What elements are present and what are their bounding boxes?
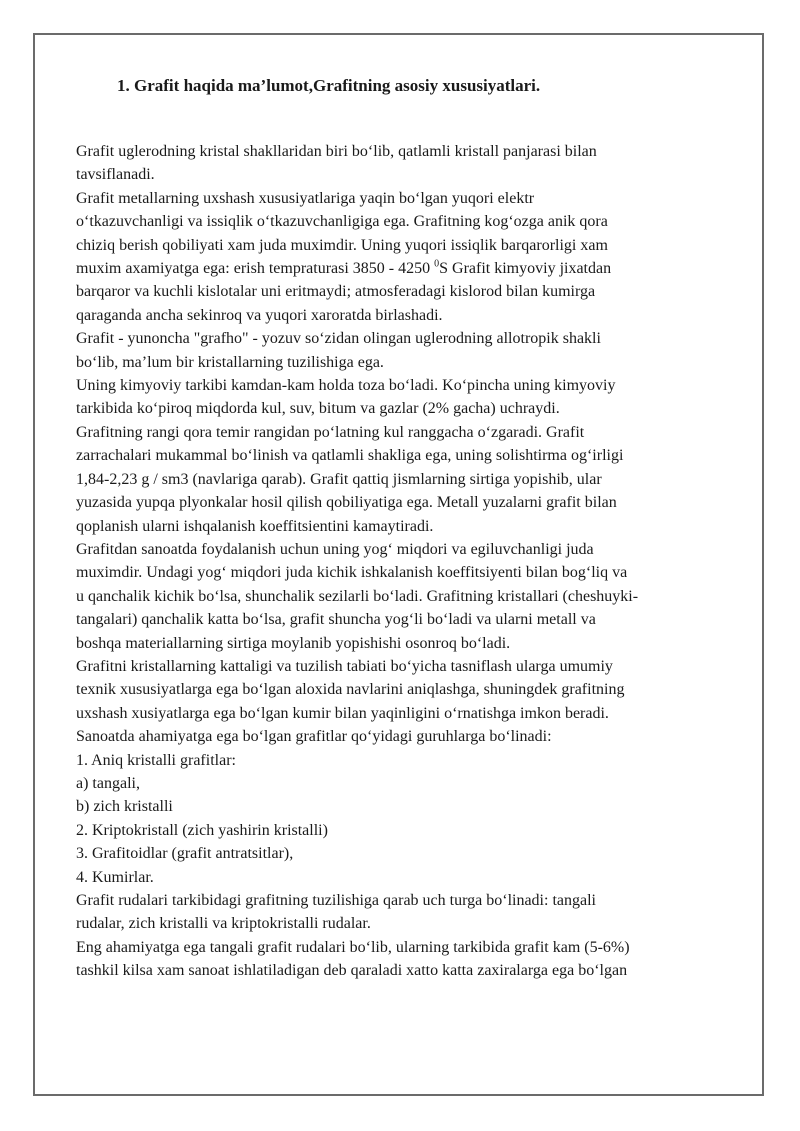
section-heading: 1. Grafit haqida ma’lumot,Grafitning asosiy xususiyatlari. [117, 76, 541, 95]
text-line: Eng ahamiyatga ega tangali grafit rudalari bo‘lib, ularning tarkibida grafit kam (5-6%) [76, 938, 630, 956]
text-line: tangalari) qanchalik katta bo‘lsa, grafit shuncha yog‘li bo‘ladi va ularni metall va [76, 611, 596, 629]
text-line: chiziq berish qobiliyati xam juda muximdir. Uning yuqori issiqlik barqarorligi xam [76, 236, 608, 254]
text-line: Grafitni kristallarning kattaligi va tuzilish tabiati bo‘yicha tasniflash ularga umumiy [76, 657, 613, 675]
text-line: o‘tkazuvchanligi va issiqlik o‘tkazuvchanligiga ega. Grafitning kog‘ozga anik qora [76, 213, 608, 231]
text-line: Grafit uglerodning kristal shakllaridan biri bo‘lib, qatlamli kristall panjarasi bilan [76, 143, 597, 160]
text-line: tarkibida ko‘piroq miqdorda kul, suv, bitum va gazlar (2% gacha) uchraydi. [76, 400, 560, 418]
text-line: bo‘lib, ma’lum bir kristallarning tuzilishiga ega. [76, 353, 384, 371]
text-line: Grafit rudalari tarkibidagi grafitning tuzilishiga qarab uch turga bo‘linadi: tangali [76, 892, 596, 909]
text-line: u qanchalik kichik bo‘lsa, shunchalik sezilarli bo‘ladi. Grafitning kristallari (cheshuyki- [76, 587, 639, 605]
text-line: uxshash xusiyatlarga ega bo‘lgan kumir bilan yaqinligini o‘rnatishga imkon beradi. [76, 704, 609, 722]
text-line: Grafitning rangi qora temir rangidan po‘latning kul ranggacha o‘zgaradi. Grafit [76, 423, 585, 441]
text-line: qaraganda ancha sekinroq va yuqori xaroratda birlashadi. [76, 306, 443, 324]
text-line: barqaror va kuchli kislotalar uni eritmaydi; atmosferadagi kislorod bilan kumirga [76, 283, 596, 301]
text-line: muximdir. Undagi yog‘ miqdori juda kichik ishkalanish koeffitsiyenti bilan bog‘liq va [76, 564, 628, 582]
temperature-text: muxim axamiyatga ega: erish tempraturasi 3850 - 4250 [76, 260, 431, 278]
temperature-tail: S Grafit kimyoviy jixatdan [439, 260, 612, 278]
text-line: rudalar, zich kristalli va kriptokristalli rudalar. [76, 915, 371, 933]
text-line: 1,84-2,23 g / sm3 (navlariga qarab). Grafit qattiq jismlarning sirtiga yopishib, ular [76, 470, 602, 488]
text-line-temperature [76, 257, 744, 280]
text-line: boshqa materiallarning sirtiga moylanib yopishishi osonroq bo‘ladi. [76, 634, 511, 652]
text-line: Grafitdan sanoatda foydalanish uchun uning yog‘ miqdori va egiluvchanligi juda [76, 540, 594, 558]
document-body [76, 140, 744, 983]
text-line: tavsiflanadi. [76, 166, 155, 184]
list-item: 3. Grafitoidlar (grafit antratsitlar), [76, 845, 294, 863]
list-item: 4. Kumirlar. [76, 868, 154, 886]
text-line: Grafit - yunoncha "grafho" - yozuv so‘zidan olingan uglerodning allotropik shakli [76, 330, 601, 348]
degree-superscript: 0 [434, 258, 440, 270]
list-item: b) zich kristalli [76, 798, 173, 816]
list-item: a) tangali, [76, 774, 140, 792]
text-line: Uning kimyoviy tarkibi kamdan-kam holda toza bo‘ladi. Ko‘pincha uning kimyoviy [76, 377, 616, 395]
text-line: qoplanish ularni ishqalanish koeffitsientini kamaytiradi. [76, 517, 434, 535]
text-line: Grafit metallarning uxshash xususiyatlariga yaqin bo‘lgan yuqori elektr [76, 189, 535, 207]
text-line: Sanoatda ahamiyatga ega bo‘lgan grafitlar qo‘yidagi guruhlarga bo‘linadi: [76, 728, 552, 746]
text-line: zarrachalari mukammal bo‘linish va qatlamli shakliga ega, uning solishtirma og‘irligi [76, 447, 624, 465]
text-line: texnik xususiyatlarga ega bo‘lgan aloxida navlarini aniqlashga, shuningdek grafitning [76, 681, 625, 699]
list-item: 2. Kriptokristall (zich yashirin kristalli) [76, 821, 328, 839]
text-line: yuzasida yupqa plyonkalar hosil qilish qobiliyatiga ega. Metall yuzalarni grafit bilan [76, 494, 617, 512]
text-line: tashkil kilsa xam sanoat ishlatiladigan deb qaraladi xatto katta zaxiralarga ega bo‘lgan [76, 962, 628, 980]
list-item: 1. Aniq kristalli grafitlar: [76, 751, 236, 769]
